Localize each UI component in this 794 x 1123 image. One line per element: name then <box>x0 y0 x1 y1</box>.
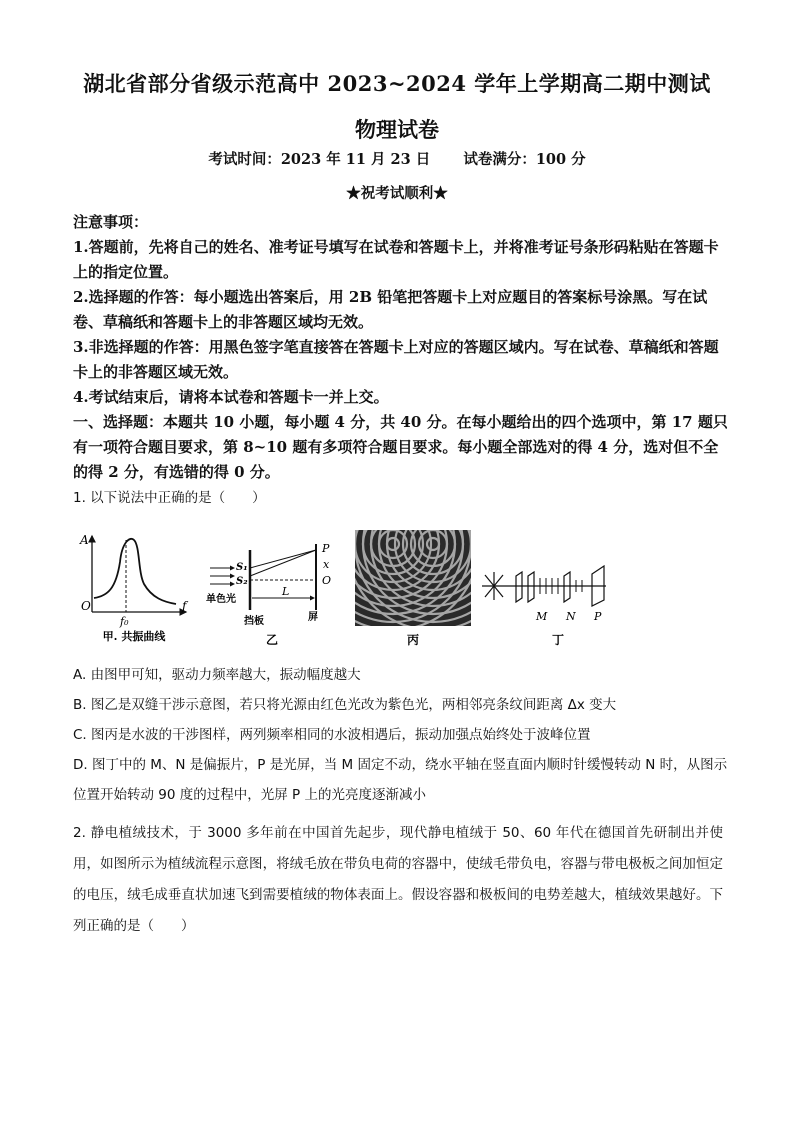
exam-subject: 物理试卷 <box>355 117 439 142</box>
section-intro: 一、选择题：本题共 10 小题，每小题 4 分，共 40 分。在每小题给出的四个选项中，第 17 题只有一项符合题目要求，第 8~10 题有多项符合题目要求。每小题全部选对的得 4 分，选对但不全的得 2 分，有选错的得 0 分。 <box>73 413 728 481</box>
option-a: A. 由图甲可知，驱动力频率越大，振动幅度越大 <box>73 667 361 683</box>
M-label: M <box>536 610 548 623</box>
exam-meta <box>0 148 794 169</box>
exam-time: 考试时间：2023 年 11 月 23 日 <box>208 151 431 168</box>
L-label: L <box>282 585 290 598</box>
axis-label-f: f <box>182 599 187 613</box>
s1-label: S₁ <box>236 562 248 573</box>
origin-label: O <box>81 599 91 613</box>
f0-label: f₀ <box>120 615 129 628</box>
option-b: B. 图乙是双缝干涉示意图，若只将光源由红色光改为紫色光，两相邻亮条纹间距离 Δx 变大 <box>73 697 617 713</box>
P-screen-label: P <box>594 610 602 623</box>
full-score: 试卷满分：100 分 <box>463 151 586 168</box>
N-label: N <box>566 610 576 623</box>
good-luck-line: ★祝考试顺利★ <box>346 185 448 202</box>
polarizer-n <box>564 572 570 602</box>
q1-options <box>73 660 733 810</box>
notes-heading: 注意事项： <box>73 213 149 231</box>
caption-jia: 甲. 共振曲线 <box>102 630 166 643</box>
figure-bing <box>353 530 473 648</box>
note-item: 1.答题前，先将自己的姓名、准考证号填写在试卷和答题卡上，并将准考证号条形码粘贴在答题卡上的指定位置。 <box>73 238 719 281</box>
figure-yi <box>204 540 342 650</box>
q1-stem: 1. 以下说法中正确的是（ ） <box>73 490 266 506</box>
O-label: O <box>322 574 332 587</box>
resonance-curve <box>94 539 176 604</box>
light-source-icon <box>482 572 506 600</box>
caption-bing: 丙 <box>406 633 420 647</box>
figure-jia <box>78 532 198 644</box>
x-label: x <box>323 558 330 571</box>
figure-ding <box>480 560 620 650</box>
option-c: C. 图丙是水波的干涉图样，两列频率相同的水波相遇后，振动加强点始终处于波峰位置 <box>73 727 591 743</box>
board-label: 挡板 <box>244 616 264 627</box>
note-item: 3.非选择题的作答：用黑色签字笔直接答在答题卡上对应的答题区域内。写在试卷、草稿纸和答题卡上的非答题区域无效。 <box>73 338 719 381</box>
P-label: P <box>322 542 330 555</box>
q2-stem: 2. 静电植绒技术，于 3000 多年前在中国首先起步，现代静电植绒于 50、60 年代在德国首先研制出并使用，如图所示为植绒流程示意图，将绒毛放在带负电荷的容器中，使绒毛带负电，容器与带电极板之间加恒定的电压，绒毛成垂直状加速飞到需要植绒的物体表面上。假设容器和极板间的电势差越大，植绒效果越好。下列正确的是（ ） <box>73 825 723 934</box>
option-d: D. 图丁中的 M、N 是偏振片，P 是光屏，当 M 固定不动，绕水平轴在竖直面内顺时针缓慢转动 N 时，从图示位置开始转动 90 度的过程中，光屏 P 上的光亮度逐渐减小 <box>73 757 728 803</box>
caption-ding: 丁 <box>551 633 565 647</box>
note-item: 4.考试结束后，请将本试卷和答题卡一并上交。 <box>73 388 389 406</box>
note-item: 2.选择题的作答：每小题选出答案后，用 2B 铅笔把答题卡上对应题目的答案标号涂黑。写在试卷、草稿纸和答题卡上的非答题区域均无效。 <box>73 288 708 331</box>
notes-block <box>73 210 729 485</box>
polarizer-m <box>516 572 522 602</box>
exam-title: 湖北省部分省级示范高中 2023~2024 学年上学期高二期中测试 <box>83 71 711 96</box>
axis-label-A: A <box>80 533 89 547</box>
screen-label: 屏 <box>308 612 318 623</box>
caption-yi: 乙 <box>265 633 279 647</box>
s2-label: S₂ <box>236 576 248 587</box>
light-label: 单色光 <box>206 594 236 605</box>
